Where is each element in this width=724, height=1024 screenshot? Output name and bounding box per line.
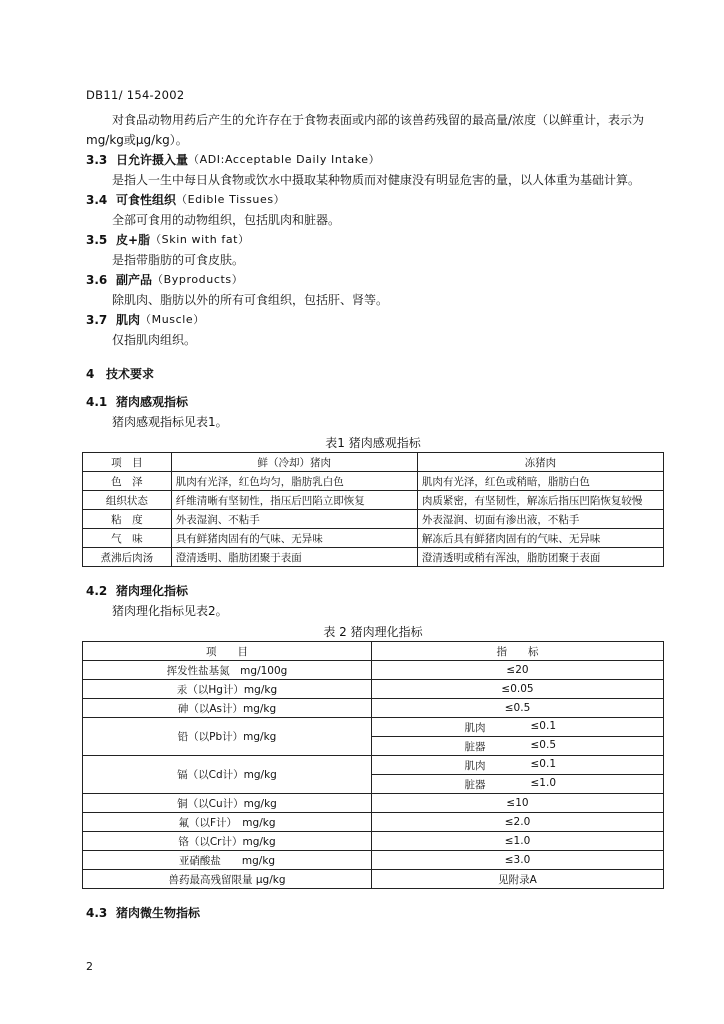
table-row [83, 548, 664, 567]
section-title-en: （Muscle） [140, 313, 205, 326]
table-cell: ≤2.0 [372, 813, 664, 832]
table-row [83, 699, 664, 718]
table-cell: 组织状态 [83, 491, 172, 510]
table2-caption: 表 2 猪肉理化指标 [323, 625, 423, 639]
section-title: 猪肉理化指标 [116, 584, 189, 598]
table-row [83, 794, 664, 813]
table-cell: 汞（以Hg计）mg/kg [83, 680, 372, 699]
section-4-heading [86, 364, 660, 384]
section-4-2-body: 猪肉理化指标见表2。 [112, 604, 228, 618]
section-title-en: （Edible Tissues） [176, 193, 286, 206]
section-title: 可食性组织 [116, 193, 177, 207]
table-cell: 铅（以Pb计）mg/kg [83, 718, 372, 756]
table-header: 项 目 [83, 642, 372, 661]
table-cell: 气 味 [83, 529, 172, 548]
table-header: 鲜（冷却）猪肉 [171, 453, 417, 472]
table-cell: 解冻后具有鲜猪肉固有的气味、无异味 [417, 529, 663, 548]
section-3-3-heading [86, 150, 660, 170]
table-row [83, 718, 664, 737]
section-number: 4.3 [86, 906, 108, 920]
section-3-4-body: 全部可食用的动物组织，包括肌肉和脏器。 [112, 213, 341, 227]
section-3-6-body: 除肌肉、脂肪以外的所有可食组织，包括肝、肾等。 [112, 293, 389, 307]
sub-value: ≤1.0 [530, 776, 556, 789]
table-cell: 纤维清晰有坚韧性，指压后凹陷立即恢复 [171, 491, 417, 510]
section-title: 副产品 [116, 273, 153, 287]
table-row [83, 851, 664, 870]
table-cell: ≤20 [372, 661, 664, 680]
table-cell: 肉质紧密，有坚韧性，解冻后指压凹陷恢复较慢 [417, 491, 663, 510]
section-4-1-heading [86, 392, 660, 412]
section-3-7-heading [86, 310, 660, 330]
sub-value: ≤0.1 [530, 719, 556, 732]
section-title: 皮+脂 [116, 233, 151, 247]
table-cell: 外表湿润、不粘手 [171, 510, 417, 529]
section-number: 3.6 [86, 273, 108, 287]
table-sensory [82, 452, 664, 567]
section-title: 猪肉感观指标 [116, 395, 189, 409]
doc-header: DB11/ 154-2002 [86, 88, 185, 102]
table-row [83, 529, 664, 548]
sub-label: 脏器 [464, 778, 486, 791]
table-row [83, 661, 664, 680]
table-cell: ≤0.05 [372, 680, 664, 699]
document-body [86, 110, 660, 923]
page-number: 2 [86, 960, 93, 973]
sub-label: 肌肉 [464, 759, 486, 772]
section-number: 4.1 [86, 395, 108, 409]
table-cell: 兽药最高残留限量 μg/kg [83, 870, 372, 889]
table-cell [372, 718, 664, 737]
table-cell [372, 756, 664, 775]
section-3-4-heading [86, 190, 660, 210]
table-physicochemical [82, 641, 664, 889]
table-cell: 见附录A [372, 870, 664, 889]
table-cell: 肌肉有光泽，红色或稍暗，脂肪白色 [417, 472, 663, 491]
section-4-1-body: 猪肉感观指标见表1。 [112, 415, 228, 429]
table-cell: ≤10 [372, 794, 664, 813]
table-cell: 肌肉有光泽，红色均匀，脂肪乳白色 [171, 472, 417, 491]
section-3-3-body: 是指人一生中每日从食物或饮水中摄取某种物质而对健康没有明显危害的量，以人体重为基础计算。 [112, 173, 641, 187]
section-title-en: （Byproducts） [152, 273, 244, 286]
intro-paragraph: 对食品动物用药后产生的允许存在于食物表面或内部的该兽药残留的最高量/浓度（以鲜重计，表示为mg/kg或μg/kg）。 [86, 113, 645, 147]
table-row [83, 813, 664, 832]
table-cell: ≤1.0 [372, 832, 664, 851]
table-header: 冻猪肉 [417, 453, 663, 472]
section-title: 肌肉 [116, 313, 141, 327]
sub-value: ≤0.5 [530, 738, 556, 751]
section-3-5-body: 是指带脂肪的可食皮肤。 [112, 253, 245, 267]
section-4-3-heading [86, 903, 660, 923]
table-cell: 澄清透明、脂肪团聚于表面 [171, 548, 417, 567]
table-row [83, 756, 664, 775]
table-row [83, 491, 664, 510]
section-number: 3.5 [86, 233, 108, 247]
table-cell: 铜（以Cu计）mg/kg [83, 794, 372, 813]
table-cell: 色 泽 [83, 472, 172, 491]
section-title: 日允许摄入量 [116, 153, 189, 167]
section-title: 技术要求 [106, 367, 155, 381]
table-cell [372, 775, 664, 794]
table-cell: 镉（以Cd计）mg/kg [83, 756, 372, 794]
table-cell: 铬（以Cr计）mg/kg [83, 832, 372, 851]
sub-label: 脏器 [464, 740, 486, 753]
section-title-en: （ADI:Acceptable Daily Intake） [188, 153, 381, 166]
table-cell: 氟（以F计） mg/kg [83, 813, 372, 832]
table-row [83, 472, 664, 491]
table-row [83, 832, 664, 851]
section-number: 3.4 [86, 193, 108, 207]
table-cell: 亚硝酸盐 mg/kg [83, 851, 372, 870]
table-cell: ≤0.5 [372, 699, 664, 718]
table1-caption: 表1 猪肉感观指标 [325, 436, 421, 450]
table-cell: 砷（以As计）mg/kg [83, 699, 372, 718]
table-row [83, 870, 664, 889]
section-3-5-heading [86, 230, 660, 250]
section-number: 4.2 [86, 584, 108, 598]
table-cell: 粘 度 [83, 510, 172, 529]
sub-value: ≤0.1 [530, 757, 556, 770]
table-cell: ≤3.0 [372, 851, 664, 870]
section-number: 3.3 [86, 153, 108, 167]
table-cell: 澄清透明或稍有浑浊，脂肪团聚于表面 [417, 548, 663, 567]
section-3-6-heading [86, 270, 660, 290]
sub-label: 肌肉 [464, 721, 486, 734]
section-title-en: （Skin with fat） [150, 233, 250, 246]
table-header-row [83, 453, 664, 472]
table-cell: 煮沸后肉汤 [83, 548, 172, 567]
table-header: 项 目 [83, 453, 172, 472]
section-3-7-body: 仅指肌肉组织。 [112, 333, 197, 347]
table-cell: 具有鲜猪肉固有的气味、无异味 [171, 529, 417, 548]
table-cell: 外表湿润、切面有渗出液，不粘手 [417, 510, 663, 529]
table-row [83, 680, 664, 699]
section-title: 猪肉微生物指标 [116, 906, 201, 920]
table-row [83, 510, 664, 529]
section-4-2-heading [86, 581, 660, 601]
section-number: 4 [86, 367, 95, 381]
table-cell [372, 737, 664, 756]
table-header: 指 标 [372, 642, 664, 661]
table-cell: 挥发性盐基氮 mg/100g [83, 661, 372, 680]
table-header-row [83, 642, 664, 661]
section-number: 3.7 [86, 313, 108, 327]
